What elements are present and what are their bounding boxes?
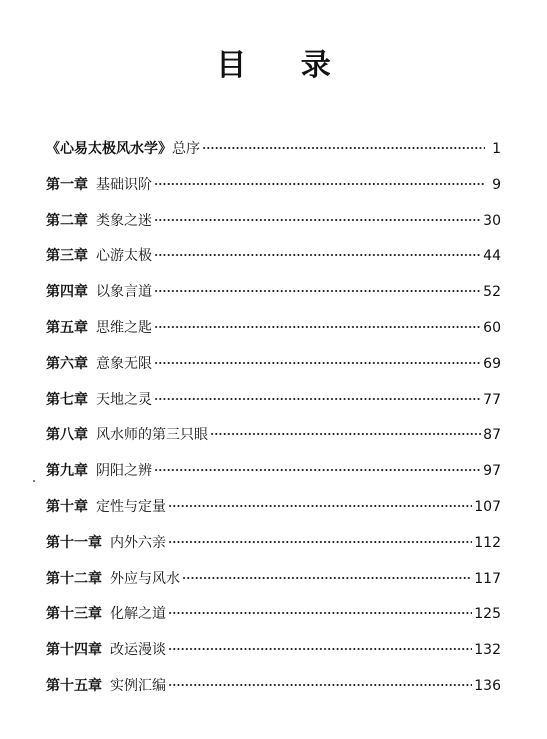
toc-page-number: 107 <box>474 498 501 515</box>
toc-chapter-name: 心游太极 <box>96 248 152 265</box>
toc-entry <box>46 603 501 639</box>
toc-page-number: 97 <box>483 463 501 480</box>
toc-entry <box>46 496 501 532</box>
toc-chapter-name: 实例汇编 <box>110 677 166 694</box>
toc-page-number: 112 <box>474 534 501 551</box>
toc-page-number: 77 <box>483 391 501 408</box>
toc-chapter-name: 意象无限 <box>96 355 152 372</box>
dot-leader <box>210 432 481 436</box>
toc-chapter-name: 风水师的第三只眼 <box>96 427 208 444</box>
toc-page-number: 87 <box>483 427 501 444</box>
toc-page-number: 30 <box>483 212 501 229</box>
dot-leader <box>154 182 485 186</box>
dot-leader <box>154 253 481 257</box>
toc-chapter-name: 定性与定量 <box>96 498 166 515</box>
toc-chapter-number: 第十四章 <box>46 642 102 659</box>
toc-chapter-number: 第四章 <box>46 284 88 301</box>
toc-chapter-number: 第九章 <box>46 463 88 480</box>
toc-entry <box>46 639 501 675</box>
toc-entry <box>46 675 501 711</box>
toc-chapter-name: 总序 <box>172 141 200 157</box>
toc-chapter-number: 第二章 <box>46 212 88 229</box>
toc-page-number: 132 <box>474 642 501 659</box>
toc-chapter-number: 第三章 <box>46 248 88 265</box>
dot-leader <box>182 576 472 580</box>
toc-chapter-name: 以象言道 <box>96 284 152 301</box>
toc-page-number: 9 <box>492 176 501 193</box>
dot-leader <box>154 325 481 329</box>
toc-chapter-number: 第十五章 <box>46 677 102 694</box>
toc-chapter-number: 第十一章 <box>46 534 102 551</box>
toc-chapter-number: 《心易太极风水学》 <box>46 141 172 157</box>
scan-speck <box>33 480 35 482</box>
toc-chapter-number: 第十章 <box>46 498 88 515</box>
dot-leader <box>168 611 472 615</box>
toc-page-number: 136 <box>474 677 501 694</box>
toc-entry <box>46 317 501 353</box>
dot-leader <box>154 468 481 472</box>
toc-page-number: 117 <box>474 570 501 587</box>
toc-chapter-name: 外应与风水 <box>110 570 180 587</box>
toc-entry <box>46 389 501 425</box>
toc-page-number: 69 <box>483 355 501 372</box>
toc-chapter-name: 内外六亲 <box>110 534 166 551</box>
dot-leader <box>168 540 472 544</box>
dot-leader <box>168 683 472 687</box>
toc-page-number: 1 <box>492 141 501 157</box>
toc-page-number: 60 <box>483 319 501 336</box>
toc-entry <box>46 460 501 496</box>
toc-page-number: 44 <box>483 248 501 265</box>
toc-chapter-number: 第五章 <box>46 319 88 336</box>
toc-chapter-name: 改运漫谈 <box>110 642 166 659</box>
toc-entry <box>46 353 501 389</box>
toc-chapter-name: 化解之道 <box>110 606 166 623</box>
table-of-contents <box>46 138 501 711</box>
toc-chapter-name: 基础识阶 <box>96 176 152 193</box>
dot-leader <box>168 647 472 651</box>
toc-chapter-number: 第七章 <box>46 391 88 408</box>
dot-leader <box>202 146 485 150</box>
toc-entry <box>46 174 501 210</box>
toc-chapter-name: 类象之迷 <box>96 212 152 229</box>
dot-leader <box>154 397 481 401</box>
toc-entry <box>46 210 501 246</box>
toc-entry <box>46 138 501 174</box>
toc-chapter-name: 思维之匙 <box>96 319 152 336</box>
toc-page-number: 125 <box>474 606 501 623</box>
dot-leader <box>154 361 481 365</box>
toc-chapter-name: 天地之灵 <box>96 391 152 408</box>
toc-entry <box>46 532 501 568</box>
toc-chapter-number: 第十三章 <box>46 606 102 623</box>
dot-leader <box>154 289 481 293</box>
toc-chapter-number: 第六章 <box>46 355 88 372</box>
toc-chapter-number: 第八章 <box>46 427 88 444</box>
page-title: 目 录 <box>216 48 353 83</box>
toc-chapter-number: 第一章 <box>46 176 88 193</box>
toc-entry <box>46 424 501 460</box>
toc-page-number: 52 <box>483 284 501 301</box>
toc-entry <box>46 245 501 281</box>
dot-leader <box>154 218 481 222</box>
toc-entry <box>46 281 501 317</box>
toc-chapter-number: 第十二章 <box>46 570 102 587</box>
toc-entry <box>46 568 501 604</box>
toc-chapter-name: 阴阳之辨 <box>96 463 152 480</box>
dot-leader <box>168 504 472 508</box>
